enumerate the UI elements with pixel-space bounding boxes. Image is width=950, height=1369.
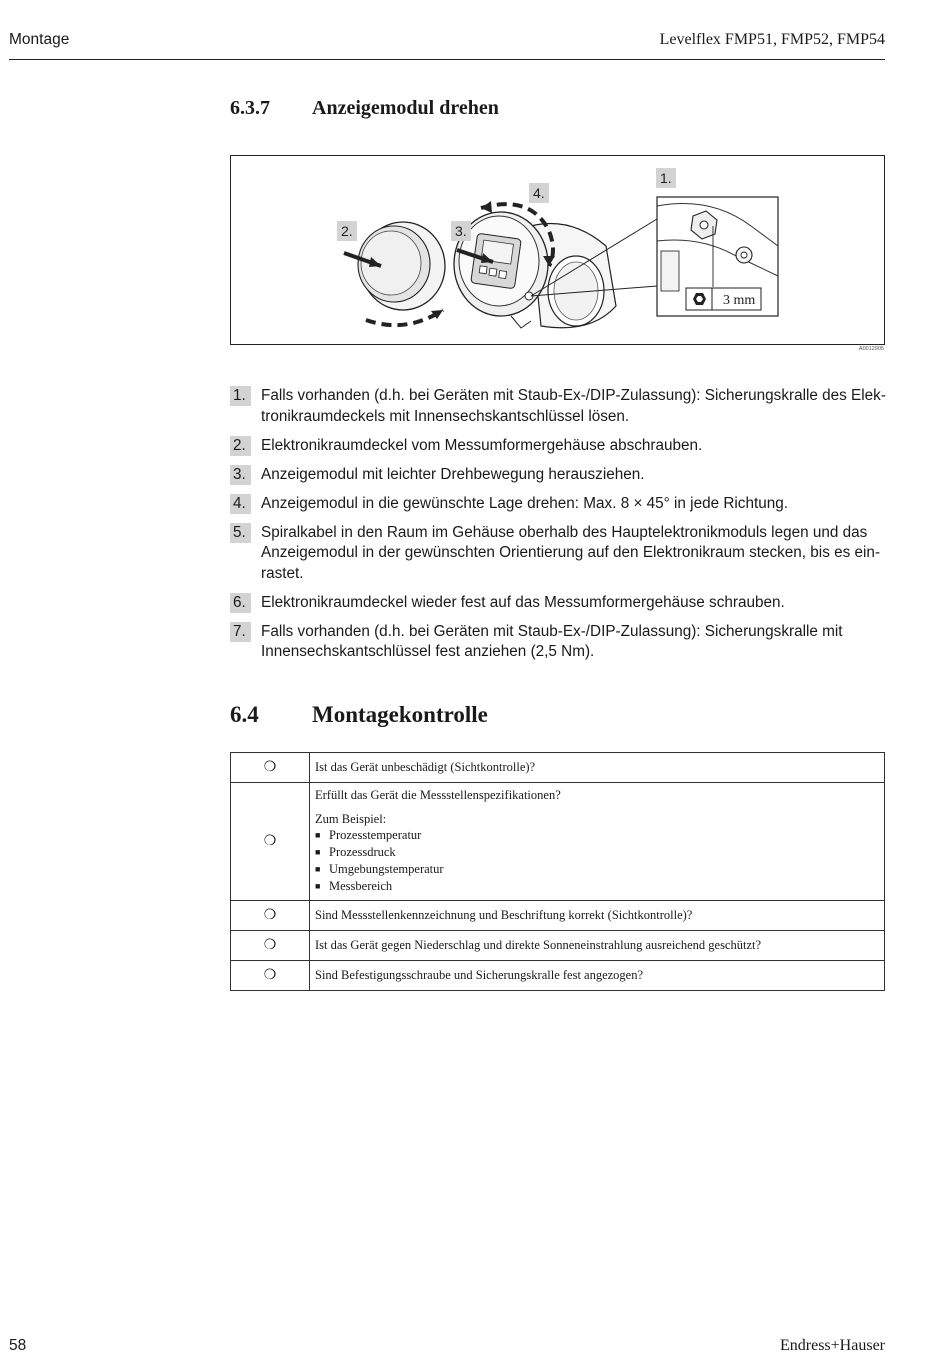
- checklist-question: [310, 783, 885, 901]
- step-item: [230, 523, 890, 585]
- table-row: [231, 961, 885, 991]
- section-number: 6.4: [230, 702, 259, 727]
- checklist-example-label: Zum Beispiel:: [315, 812, 387, 826]
- section-heading-6-3-7: [230, 97, 499, 120]
- step-number: 7.: [230, 622, 251, 642]
- step-item: [230, 494, 890, 515]
- step-text: Falls vorhanden (d.h. bei Geräten mit Staub-Ex-/DIP-Zulassung): Sicherungskralle mit Innensechskantschlüssel fest anziehen (2,5 Nm).: [261, 622, 843, 660]
- table-row: [231, 753, 885, 783]
- table-row: [231, 783, 885, 901]
- section-title: Montagekontrolle: [312, 702, 488, 727]
- step-number: 6.: [230, 593, 251, 613]
- arrow-unscrew: [366, 310, 443, 325]
- figure-label-step2: 2.: [341, 223, 353, 239]
- step-text: Elektronikraumdeckel vom Messumformergehäuse abschrauben.: [261, 436, 703, 454]
- step-list: [230, 386, 890, 671]
- step-number: 5.: [230, 523, 251, 543]
- step-text: Anzeigemodul in die gewünschte Lage drehen: Max. 8 × 45° in jede Richtung.: [261, 494, 788, 512]
- figure-rotate-display: [230, 155, 885, 345]
- checkbox-icon[interactable]: ❍: [231, 961, 310, 991]
- step-text: Elektronikraumdeckel wieder fest auf das Messumformergehäuse schrauben.: [261, 593, 785, 611]
- checklist-question: Ist das Gerät gegen Niederschlag und direkte Sonneneinstrahlung ausreichend geschützt?: [310, 931, 885, 961]
- table-row: [231, 901, 885, 931]
- step-item: [230, 386, 890, 427]
- figure-label-step1: 1.: [660, 170, 672, 186]
- figure-label-step3: 3.: [455, 223, 467, 239]
- example-list: [315, 827, 879, 895]
- checklist-question: Sind Messstellenkennzeichnung und Beschriftung korrekt (Sichtkontrolle)?: [310, 901, 885, 931]
- step-number: 3.: [230, 465, 251, 485]
- step-item: [230, 465, 890, 486]
- table-row: [231, 931, 885, 961]
- checklist-question: Sind Befestigungsschraube und Sicherungskralle fest angezogen?: [310, 961, 885, 991]
- footer-brand: Endress+Hauser: [780, 1337, 885, 1354]
- step-text: Spiralkabel in den Raum im Gehäuse oberhalb des Hauptelektronikmoduls legen und das Anzeigemodul in der gewünschten Orientierung auf den Elektronikraum stecken, bis es einrastet.: [261, 523, 881, 582]
- list-item: ■ Umgebungstemperatur: [315, 861, 879, 878]
- step-number: 1.: [230, 386, 251, 406]
- checkbox-icon[interactable]: ❍: [231, 931, 310, 961]
- checklist-table: [230, 752, 885, 991]
- checkbox-icon[interactable]: ❍: [231, 783, 310, 901]
- detail-box-illustration: [657, 197, 778, 316]
- figure-label-step4: 4.: [533, 185, 545, 201]
- step-item: [230, 593, 890, 614]
- header-product: Levelflex FMP51, FMP52, FMP54: [659, 31, 885, 48]
- section-number: 6.3.7: [230, 97, 270, 119]
- tool-size-label: 3 mm: [723, 293, 756, 308]
- step-number: 2.: [230, 436, 251, 456]
- header-rule: [9, 59, 885, 60]
- step-number: 4.: [230, 494, 251, 514]
- section-heading-6-4: [230, 702, 488, 728]
- header-section: Montage: [9, 31, 70, 48]
- section-title: Anzeigemodul drehen: [312, 97, 499, 119]
- list-item: ■ Prozessdruck: [315, 844, 879, 861]
- figure-illustration: [231, 156, 884, 344]
- list-item: ■ Prozesstemperatur: [315, 827, 879, 844]
- step-text: Anzeigemodul mit leichter Drehbewegung herausziehen.: [261, 465, 645, 483]
- checkbox-icon[interactable]: ❍: [231, 901, 310, 931]
- list-item: ■ Messbereich: [315, 878, 879, 895]
- housing-illustration: [454, 212, 616, 328]
- checkbox-icon[interactable]: ❍: [231, 753, 310, 783]
- step-text: Falls vorhanden (d.h. bei Geräten mit Staub-Ex-/DIP-Zulassung): Sicherungskralle des Elektronikraumdeckels mit Innensechskantschlüssel lösen.: [261, 387, 886, 425]
- checklist-question-text: Erfüllt das Gerät die Messstellenspezifikationen?: [315, 788, 561, 802]
- footer-page-number: 58: [9, 1337, 27, 1354]
- step-item: [230, 622, 890, 663]
- step-item: [230, 436, 890, 457]
- checklist-question: Ist das Gerät unbeschädigt (Sichtkontrolle)?: [310, 753, 885, 783]
- figure-code: A0012905: [858, 346, 884, 352]
